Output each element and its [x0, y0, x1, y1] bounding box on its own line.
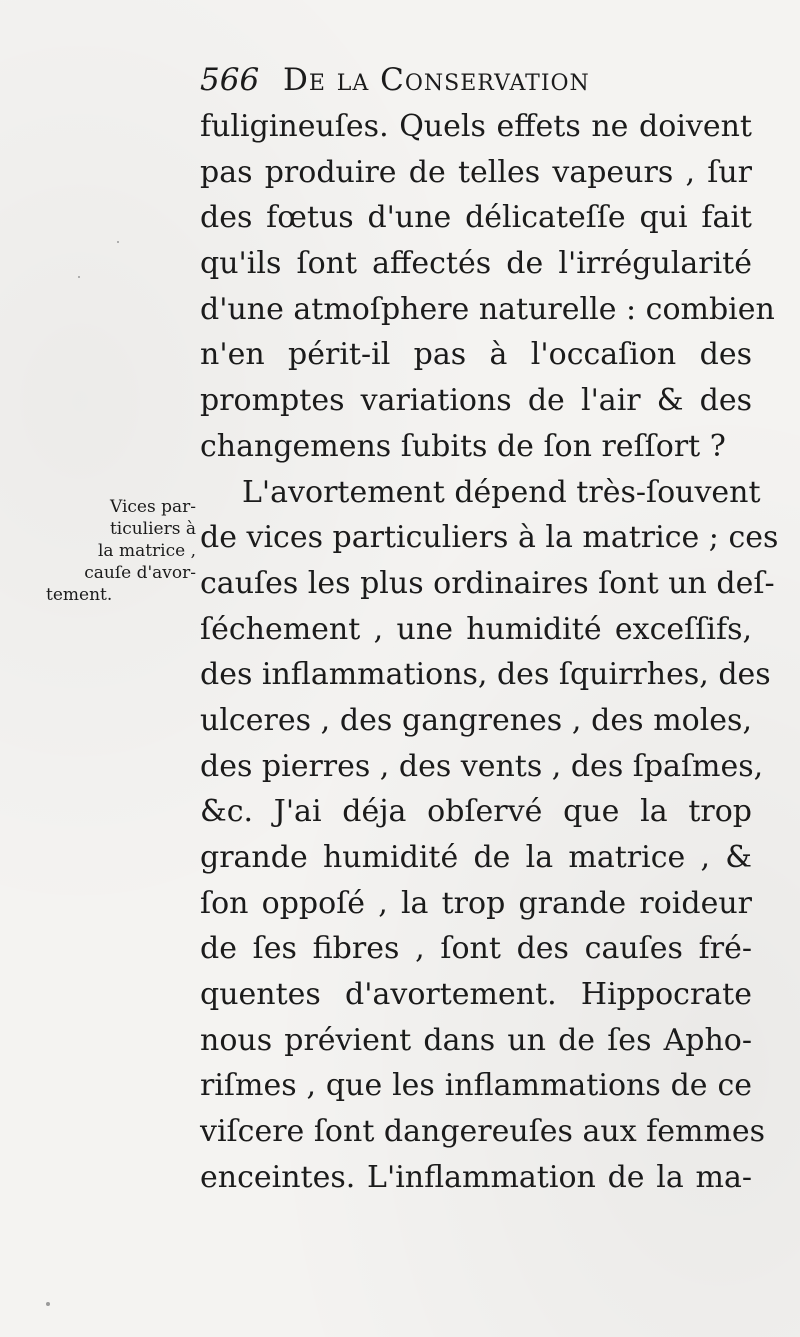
- text-line: d'une atmoſphere naturelle : combien: [200, 291, 775, 327]
- text-line: fuligineuſes. Quels effets ne doivent: [200, 109, 752, 144]
- text-line: n'en périt-il pas à l'occaſion des: [200, 337, 752, 373]
- text-line: des inflammations, des ſquirrhes, des: [200, 657, 771, 693]
- marginal-note-line: tement.: [46, 585, 113, 605]
- text-line: quentes d'avortement. Hippocrate: [200, 977, 752, 1013]
- running-head-title: De la Conservation: [283, 62, 590, 98]
- body-text: [200, 104, 779, 1201]
- marginal-note-line: cauſe d'avor-: [84, 563, 196, 583]
- text-line: enceintes. L'inflammation de la ma-: [200, 1159, 752, 1195]
- text-line: ulceres , des gangrenes , des moles,: [200, 702, 752, 738]
- text-line: grande humidité de la matrice , &: [200, 840, 752, 875]
- text-line: promptes variations de l'air & des: [200, 383, 752, 419]
- text-line: riſmes , que les inflammations de ce: [200, 1068, 752, 1104]
- text-line: de vices particuliers à la matrice ; ces: [200, 520, 779, 556]
- text-line: pas produire de telles vapeurs , ſur: [200, 154, 752, 190]
- text-line: qu'ils ſont affectés de l'irrégularité: [200, 246, 752, 282]
- page-number: 566: [200, 62, 260, 98]
- text-line: cauſes les plus ordinaires ſont un deſ-: [200, 565, 775, 601]
- marginal-note: [46, 496, 196, 606]
- text-line: ſon oppoſé , la trop grande roideur: [200, 885, 752, 921]
- paper-speck: [78, 276, 80, 278]
- text-line: de ſes fibres , ſont des cauſes fré-: [200, 931, 752, 967]
- text-line: des pierres , des vents , des ſpaſmes,: [200, 748, 764, 784]
- text-line: ſéchement , une humidité exceſſifs,: [200, 611, 752, 647]
- marginal-note-line: Vices par-: [109, 497, 196, 517]
- text-line: viſcere ſont dangereuſes aux femmes: [200, 1114, 766, 1150]
- paragraph-start-line: L'avortement dépend très-ſouvent: [242, 474, 761, 510]
- text-line: changemens ſubits de ſon reſſort ?: [200, 428, 726, 464]
- paper-speck: [117, 241, 119, 243]
- text-line: &c. J'ai déja obſervé que la trop: [200, 794, 752, 830]
- paper-speck: [46, 1302, 50, 1306]
- running-head: [200, 60, 720, 100]
- text-line: des fœtus d'une délicateſſe qui fait: [200, 200, 752, 236]
- text-line: nous prévient dans un de ſes Apho-: [200, 1022, 752, 1058]
- marginal-note-line: la matrice ,: [97, 541, 196, 561]
- marginal-note-line: ticuliers à: [109, 519, 196, 539]
